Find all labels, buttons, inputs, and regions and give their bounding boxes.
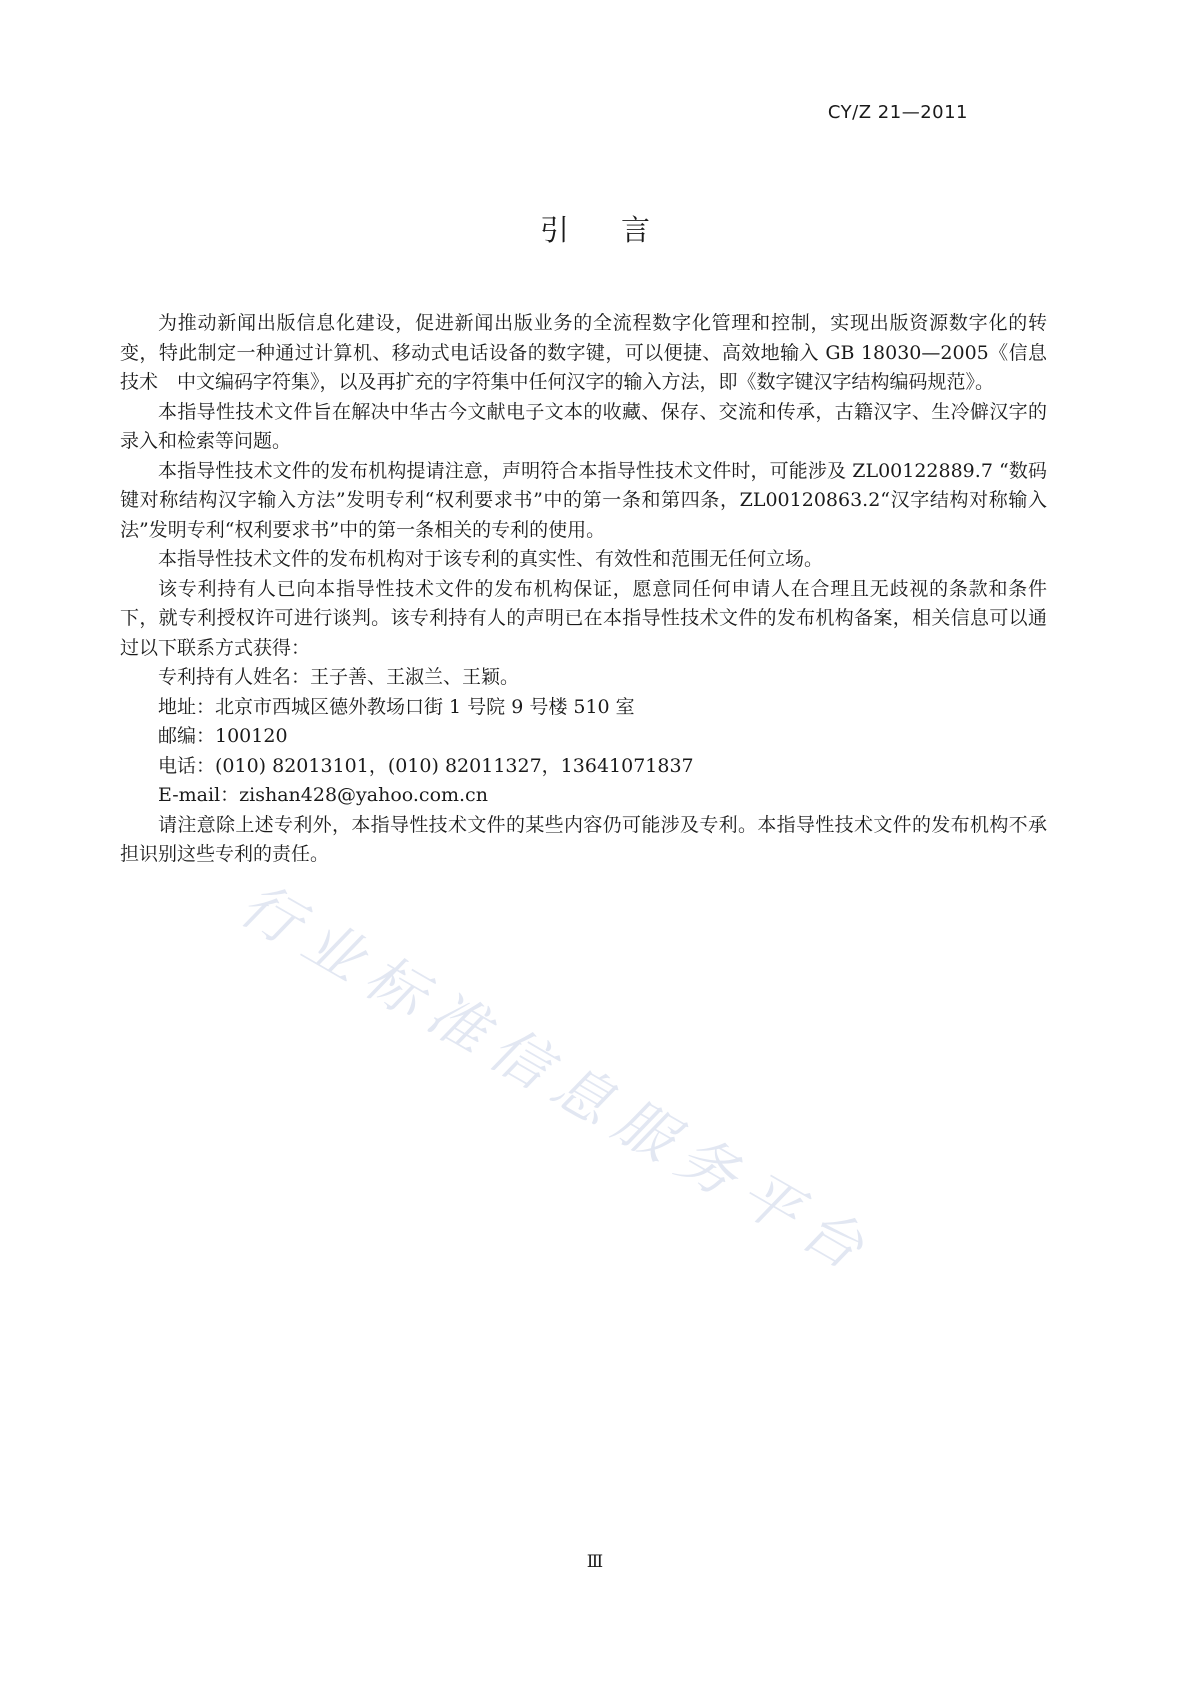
watermark: 行业标准信息服务平台	[228, 869, 887, 1289]
paragraph-scope: 本指导性技术文件旨在解决中华古今文献电子文本的收藏、保存、交流和传承，古籍汉字、生冷僻汉字的录入和检索等问题。	[120, 400, 1047, 452]
paragraph-closing: 请注意除上述专利外，本指导性技术文件的某些内容仍可能涉及专利。本指导性技术文件的发布机构不承担识别这些专利的责任。	[120, 813, 1047, 865]
paragraph-patent-notice: 本指导性技术文件的发布机构提请注意，声明符合本指导性技术文件时，可能涉及 ZL00122889.7 “数码键对称结构汉字输入方法”发明专利“权利要求书”中的第一条和第四条，ZL00120863.2“汉字结构对称输入法”发明专利“权利要求书”中的第一条相关的专利的使用。	[120, 459, 1047, 541]
paragraph-patent-position: 本指导性技术文件的发布机构对于该专利的真实性、有效性和范围无任何立场。	[158, 548, 824, 570]
contact-holder: 专利持有人姓名：王子善、王淑兰、王颖。	[158, 666, 520, 688]
paragraph-purpose: 为推动新闻出版信息化建设，促进新闻出版业务的全流程数字化管理和控制，实现出版资源数字化的转变，特此制定一种通过计算机、移动式电话设备的数字键，可以便捷、高效地输入 GB 18030—2005《信息技术 中文编码字符集》，以及再扩充的字符集中任何汉字的输入方法，即《数字键汉字结构编码规范》。	[120, 312, 1047, 393]
contact-phone: 电话：(010) 82013101，(010) 82011327，13641071837	[158, 754, 694, 777]
contact-postcode: 邮编：100120	[158, 725, 288, 747]
contact-address: 地址：北京市西城区德外教场口街 1 号院 9 号楼 510 室	[158, 695, 635, 718]
contact-email: E-mail：zishan428@yahoo.com.cn	[158, 784, 488, 806]
standard-code: CY/Z 21—2011	[827, 102, 968, 123]
page-title: 引言	[539, 213, 702, 247]
document-body	[120, 309, 1047, 870]
paragraph-patent-assurance: 该专利持有人已向本指导性技术文件的发布机构保证，愿意同任何申请人在合理且无歧视的条款和条件下，就专利授权许可进行谈判。该专利持有人的声明已在本指导性技术文件的发布机构备案，相关信息可以通过以下联系方式获得：	[120, 577, 1047, 659]
page-number: Ⅲ	[586, 1552, 604, 1572]
